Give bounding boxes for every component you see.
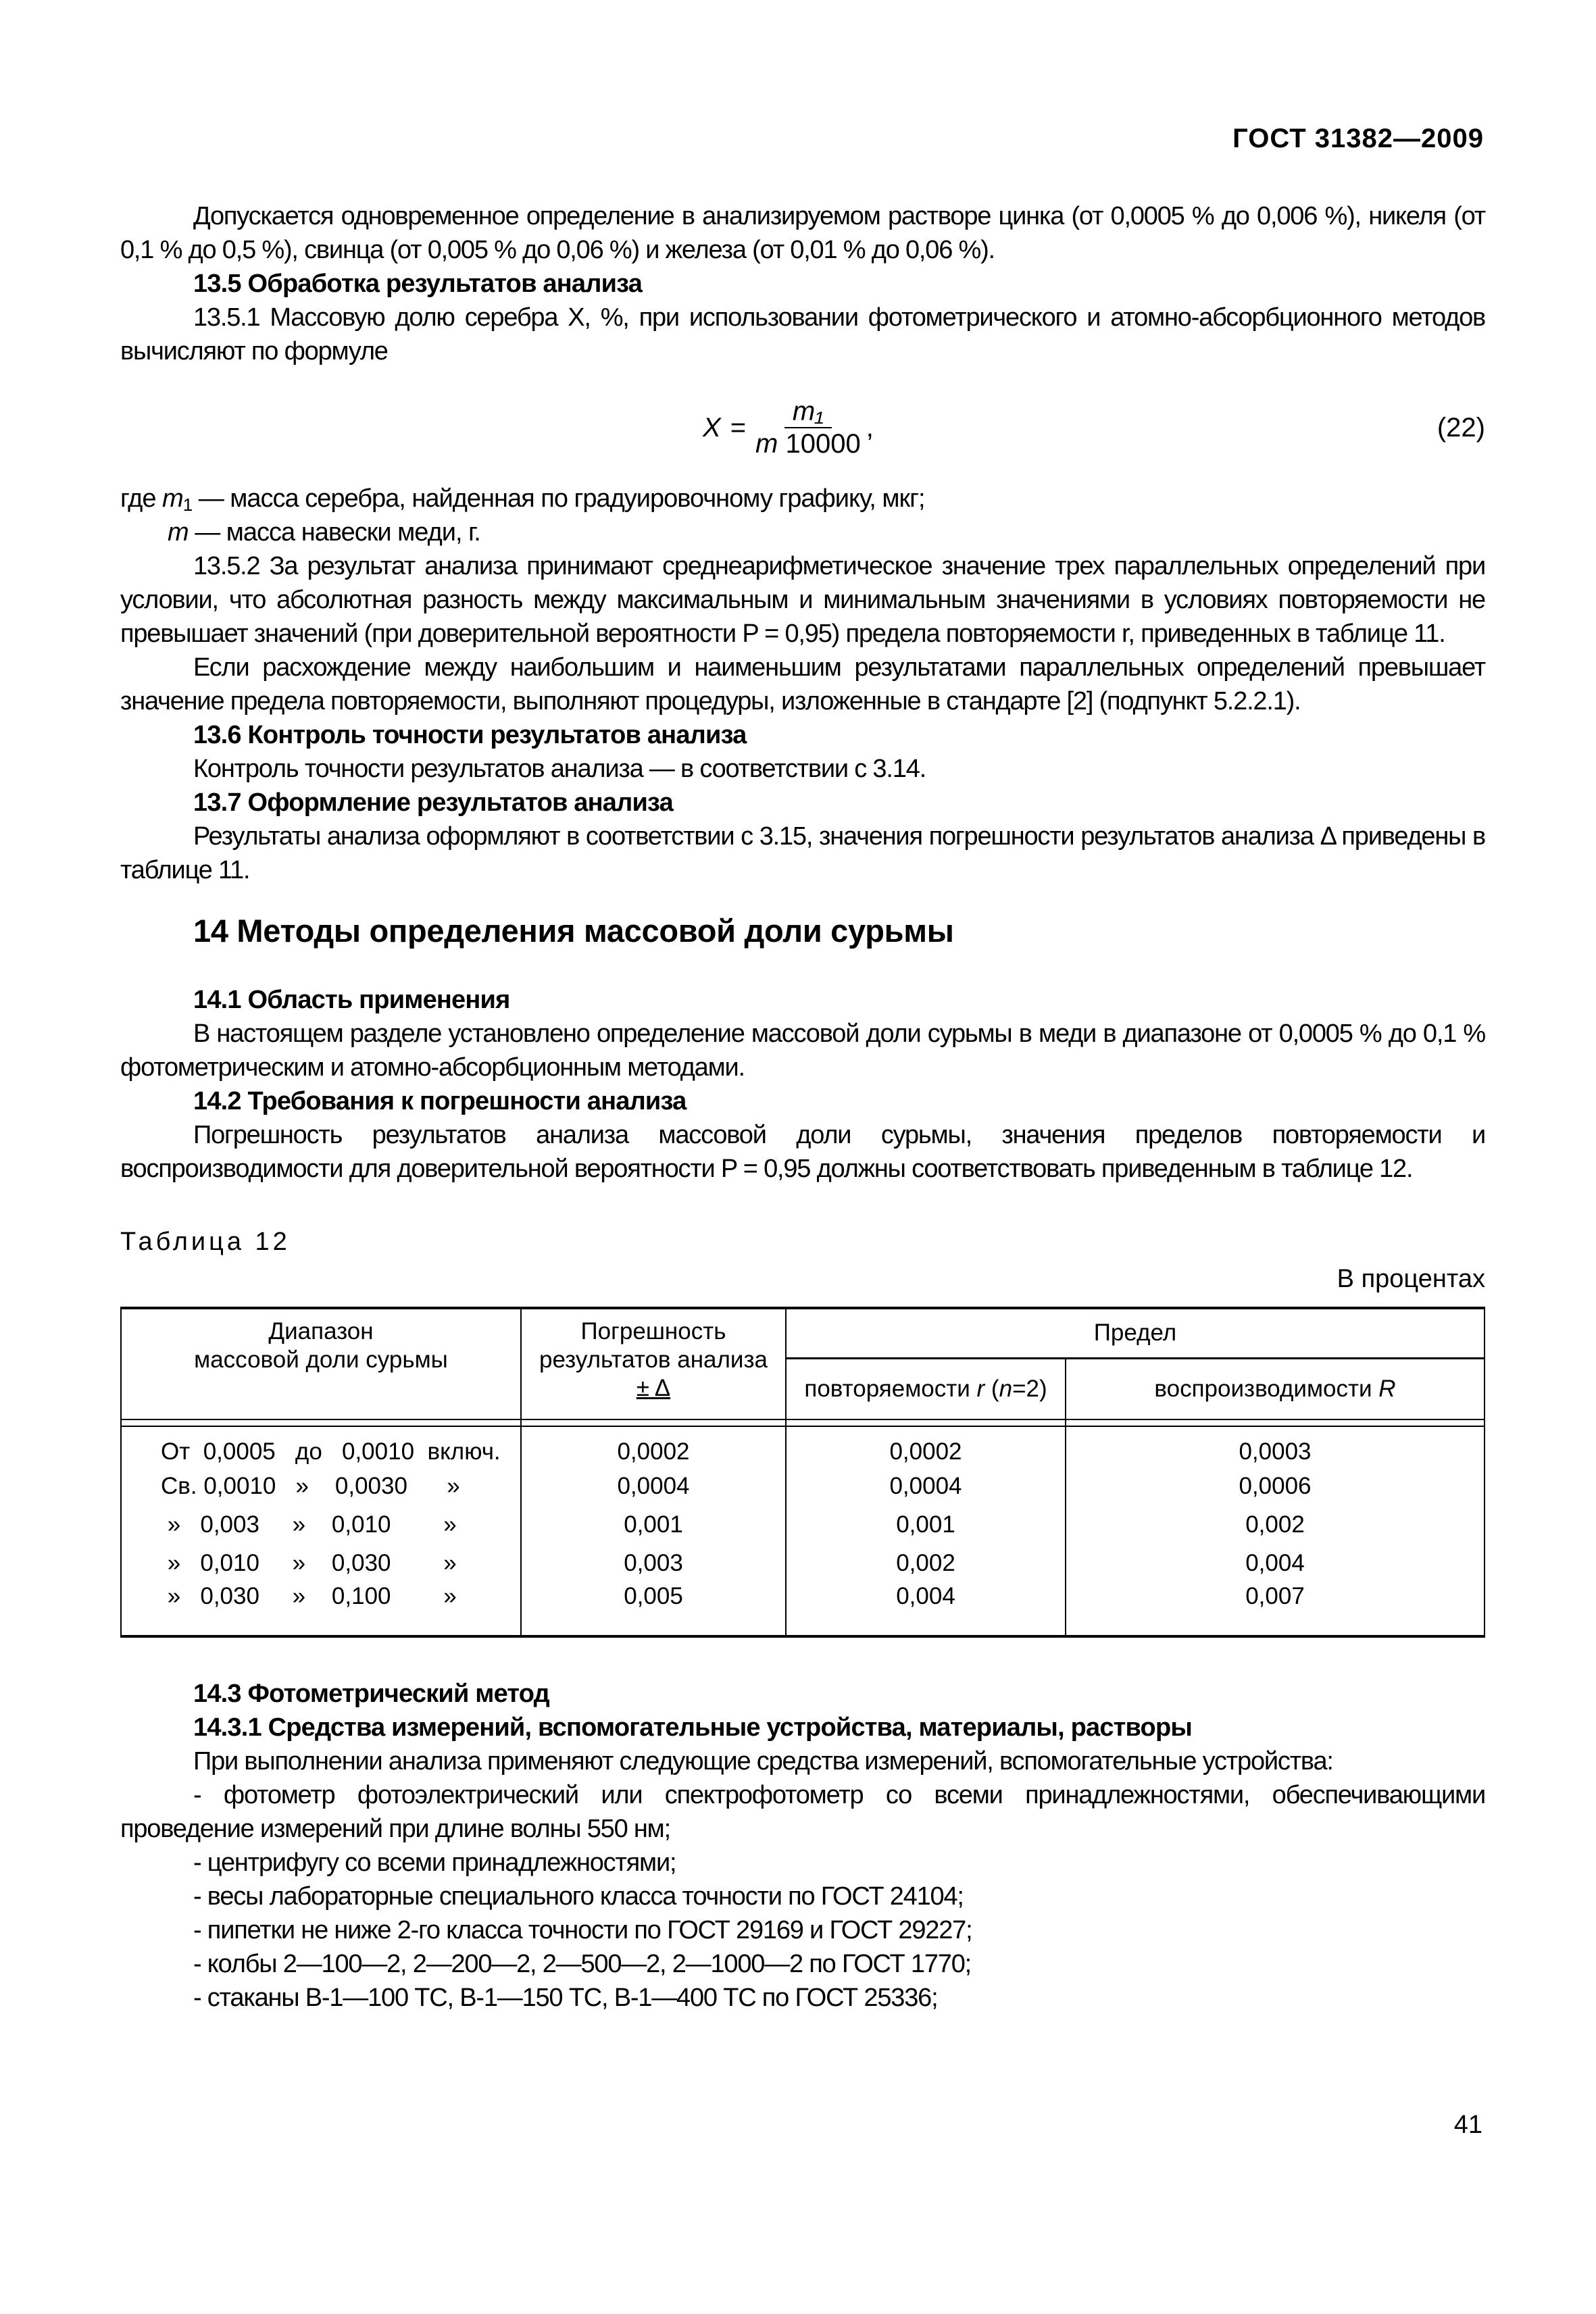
cell-reproducibility: 0,0006: [1066, 1467, 1485, 1505]
legend-term: m: [162, 484, 183, 513]
legend-text: — масса навески меди, г.: [188, 518, 480, 547]
formula-denominator-number: 10000: [778, 429, 861, 459]
cell-repeatability: 0,002: [786, 1544, 1066, 1582]
list-item-pipettes: - пипетки не ниже 2-го класса точности по ГОСТ 29169 и ГОСТ 29227;: [193, 1916, 972, 1944]
cell-range: От 0,0005 до 0,0010 включ.: [121, 1426, 521, 1467]
paragraph-14-1: В настоящем разделе установлено определение массовой доли сурьмы в меди в диапазоне от 0,0005 % до 0,1 % фотометрическим и атомно-абсорбционным методами.: [120, 1020, 1485, 1082]
header-repeat-label: повторяемости: [804, 1375, 977, 1402]
cell-repeatability: 0,0002: [786, 1426, 1066, 1467]
legend-prefix: где: [120, 484, 163, 513]
header-reproducibility: [1066, 1358, 1485, 1419]
legend-subscript: 1: [182, 495, 193, 515]
list-item-scales: - весы лабораторные специального класса точности по ГОСТ 24104;: [193, 1882, 964, 1911]
cell-repeatability: 0,001: [786, 1505, 1066, 1544]
formula-fraction: [755, 396, 861, 459]
cell-error: 0,001: [521, 1505, 786, 1544]
table-units: В процентах: [1337, 1265, 1485, 1293]
cell-reproducibility: 0,002: [1066, 1505, 1485, 1544]
paragraph-13-6: Контроль точности результатов анализа — в соответствии с 3.14.: [193, 755, 926, 783]
heading-14-1: 14.1 Область применения: [193, 986, 510, 1014]
table-row: [121, 1467, 1485, 1505]
header-error-line3: ± Δ: [636, 1375, 671, 1401]
paragraph-discrepancy: Если расхождение между наибольшим и наименьшим результатами параллельных определений превышает значение предела повторяемости, выполняют процедуры, изложенные в стандарте [2] (подпункт 5.2.2.1).: [120, 653, 1485, 715]
header-range: [121, 1308, 521, 1419]
legend-term: m: [168, 518, 189, 547]
cell-error: 0,005: [521, 1582, 786, 1636]
page-body: [120, 199, 1485, 2015]
cell-reproducibility: 0,0003: [1066, 1426, 1485, 1467]
cell-reproducibility: 0,004: [1066, 1544, 1485, 1582]
cell-range: » 0,030 » 0,100 »: [121, 1582, 521, 1636]
heading-13-7: 13.7 Оформление результатов анализа: [193, 788, 673, 817]
heading-13-6: 13.6 Контроль точности результатов анализа: [193, 721, 747, 749]
header-repeat-symbol: r: [976, 1375, 985, 1402]
paragraph-13-7: Результаты анализа оформляют в соответствии с 3.15, значения погрешности результатов анализа Δ приведены в таблице 11.: [120, 822, 1485, 884]
paragraph-13-5-1: 13.5.1 Массовую долю серебра X, %, при использовании фотометрического и атомно-абсорбционного методов вычисляют по формуле: [120, 303, 1485, 366]
table-12: [120, 1307, 1485, 1638]
paragraph-14-3-1: При выполнении анализа применяют следующие средства измерений, вспомогательные устройства:: [193, 1747, 1333, 1776]
document-number-header: ГОСТ 31382—2009: [1232, 124, 1484, 153]
list-item-photometer: - фотометр фотоэлектрический или спектрофотометр со всеми принадлежностями, обеспечивающими проведение измерений при длине волны 550 нм;: [120, 1781, 1485, 1843]
paragraph-13-5-2: 13.5.2 За результат анализа принимают среднеарифметическое значение трех параллельных определений при условии, что абсолютная разность между максимальным и минимальным значениями в условиях повторяемости не превышает значений (при доверительной вероятности P = 0,95) предела повторяемости r, приведенных в таблице 11.: [120, 552, 1485, 648]
table-row: [121, 1426, 1485, 1467]
cell-reproducibility: 0,007: [1066, 1582, 1485, 1636]
header-range-line2: массовой доли сурьмы: [194, 1347, 448, 1373]
paragraph-14-2: Погрешность результатов анализа массовой доли сурьмы, значения пределов повторяемости и воспроизводимости для доверительной вероятности P = 0,95 должны соответствовать приведенным в таблице 12.: [120, 1121, 1485, 1183]
heading-section-14: 14 Методы определения массовой доли сурьмы: [193, 913, 954, 949]
table-row: [121, 1544, 1485, 1582]
cell-repeatability: 0,0004: [786, 1467, 1066, 1505]
header-repeat-n: n: [999, 1375, 1013, 1402]
header-repeatability: [786, 1358, 1066, 1419]
header-error-line1: Погрешность: [580, 1318, 726, 1344]
header-error: [521, 1308, 786, 1419]
list-item-beakers: - стаканы В-1—100 ТС, В-1—150 ТС, В-1—400 ТС по ГОСТ 25336;: [193, 1984, 938, 2012]
formula-expression: [703, 387, 874, 468]
formula-legend: [120, 482, 1485, 549]
cell-range: » 0,010 » 0,030 »: [121, 1544, 521, 1582]
formula-lhs: X: [703, 413, 721, 443]
heading-14-3-1: 14.3.1 Средства измерений, вспомогательные устройства, материалы, растворы: [193, 1713, 1193, 1742]
list-item-flasks: - колбы 2—100—2, 2—200—2, 2—500—2, 2—1000—2 по ГОСТ 1770;: [193, 1950, 971, 1978]
legend-item-m1: [120, 482, 1485, 515]
table-row: [121, 1582, 1485, 1636]
legend-text: — масса серебра, найденная по градуировочному графику, мкг;: [192, 484, 925, 513]
header-limit: Предел: [786, 1308, 1485, 1358]
header-error-line2: результатов анализа: [539, 1347, 768, 1373]
list-item-centrifuge: - центрифугу со всеми принадлежностями;: [193, 1848, 676, 1877]
cell-range: » 0,003 » 0,010 »: [121, 1505, 521, 1544]
formula-number: (22): [1437, 413, 1485, 443]
formula-22: [120, 387, 1485, 468]
formula-denominator: [755, 428, 861, 459]
header-repeat-close: =2): [1012, 1375, 1047, 1402]
legend-item-m: [120, 515, 1485, 549]
header-separator: [121, 1419, 1485, 1426]
formula-denominator-var: m: [755, 429, 778, 459]
header-reproduce-symbol: R: [1378, 1375, 1396, 1402]
cell-error: 0,0002: [521, 1426, 786, 1467]
cell-error: 0,003: [521, 1544, 786, 1582]
page-number: 41: [1453, 2111, 1482, 2139]
table-caption: Таблица 12: [120, 1228, 291, 1256]
header-range-line1: Диапазон: [268, 1318, 374, 1344]
formula-equals: =: [730, 413, 747, 443]
formula-numerator: m₁: [784, 396, 832, 428]
cell-error: 0,0004: [521, 1467, 786, 1505]
formula-trailing-comma: ,: [866, 413, 874, 443]
cell-repeatability: 0,004: [786, 1582, 1066, 1636]
header-repeat-open: (: [984, 1375, 999, 1402]
header-reproduce-label: воспроизводимости: [1154, 1375, 1379, 1402]
table-row: [121, 1505, 1485, 1544]
heading-14-3: 14.3 Фотометрический метод: [193, 1680, 549, 1708]
heading-13-5: 13.5 Обработка результатов анализа: [193, 270, 643, 298]
cell-range: Св. 0,0010 » 0,0030 »: [121, 1467, 521, 1505]
paragraph-simultaneous-determination: Допускается одновременное определение в анализируемом растворе цинка (от 0,0005 % до 0,006 %), никеля (от 0,1 % до 0,5 %), свинца (от 0,005 % до 0,06 %) и железа (от 0,01 % до 0,06 %).: [120, 202, 1485, 264]
heading-14-2: 14.2 Требования к погрешности анализа: [193, 1087, 687, 1115]
